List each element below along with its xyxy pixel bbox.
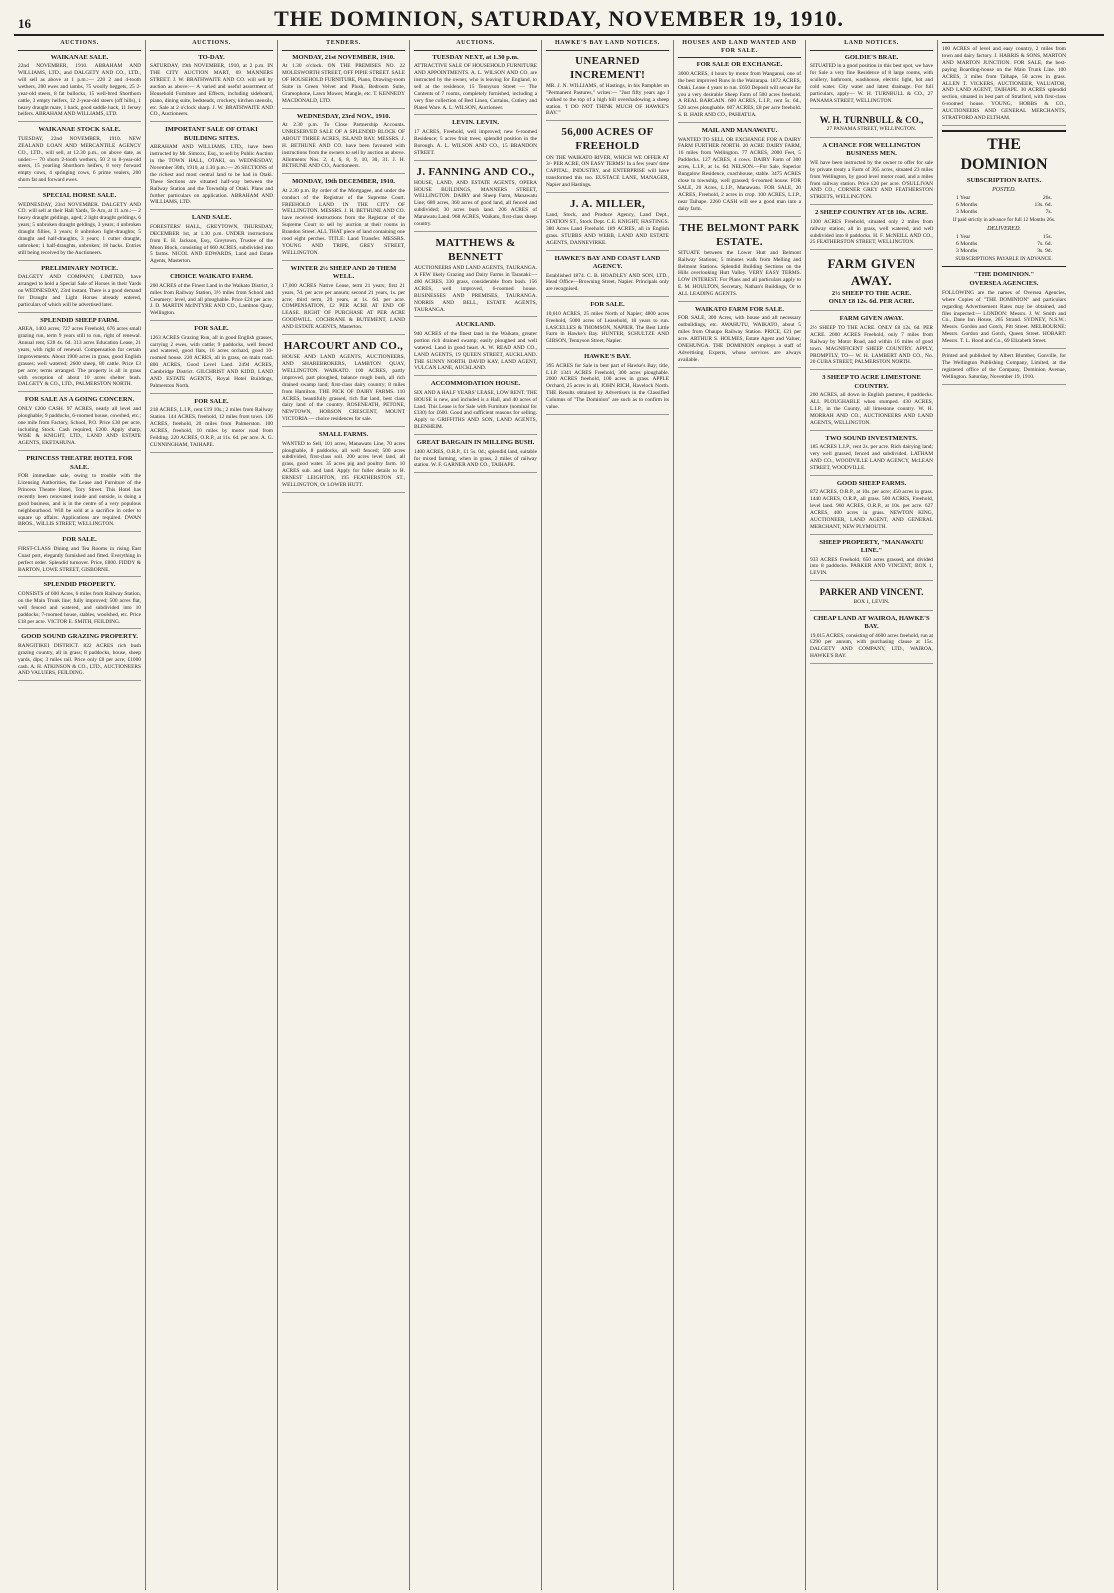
advert	[546, 197, 669, 251]
overseas-text: FOLLOWING are the names of Oversea Agencies, where Copies of "THE DOMINION" and particulars regarding Advertisement Rates may be obtained, and files inspected:— LONDON: Messrs. J. W. Smith and Co., Dane Inn House, 265 Strand. SYDNEY, N.S.W.: Messrs. Gordon and Gotch, Pitt Street. MELBOURNE: Messrs. Gordon and Gotch, Queen Street. HOBART: Messrs. T. L. Hood and Co., 69 Elizabeth Street.	[942, 289, 1066, 345]
advert-text: ABRAHAM AND WILLIAMS, LTD., have been instructed by Mr. Simcox, Esq., to sell by Public Auction in the TOWN HALL, OTAKI, on WEDNESDAY, November 30th, 1910, at 1.30 p.m.:— 26 SECTIONS of the richest and most central land to be had in Otaki. These Sections are situated half-way between the Railway Station and the Township of Otaki. Plans and further particulars on application. ABRAHAM AND WILLIAMS, LTD.	[150, 144, 273, 206]
advert	[678, 61, 801, 123]
advert	[942, 46, 1066, 126]
rates-posted-label: POSTED.	[992, 187, 1016, 194]
advert	[150, 126, 273, 210]
advert	[678, 127, 801, 216]
advert-text: Land, Stock, and Produce Agency, Land Dept., STATION ST., Stock Dept. C.E. KNIGHT, HASTINGS. 380 Acres Land Freehold. 189 ACRES, all in English grass. STUBBS AND WEBB, LAND AND ESTATE AGENTS, DANNEVIRKE.	[546, 212, 669, 246]
column-8	[938, 40, 1070, 1590]
advert-text: 1263 ACRES Grazing Run, all in good English grasses, carrying 2 ewes, with cattle; 9 paddocks, well fenced and watered, good flats, 16 acres orchard, good 10-roomed house. 220 ACRES, all in grass, on main road. 800 ACRES, Good Level Land. 2494 ACRES, Cambridge District. GILCHRIST AND KIDD, LAND AND ESTATE AGENTS, Royal Hotel Buildings, Palmerston North.	[150, 334, 273, 390]
column-header: HOUSES AND LAND WANTED AND FOR SALE.	[678, 40, 801, 58]
advert-title: SHEEP PROPERTY, "MANAWATU LINE."	[819, 538, 924, 555]
advert-text: ON THE WAIKATO RIVER, WHICH WE OFFER AT 3/- PER ACRE, ON EASY TERMS! In a few years' time CAPITAL, INDUSTRY, and ENTERPRISE will have transformed this too. EUSTACE LANE, MANAGER, Napier and Hastings.	[546, 154, 669, 189]
rates-price: 15s.	[1042, 233, 1052, 240]
advert-text: 10,610 ACRES, 25 miles North of Napier; 4800 acres Freehold, 5000 acres of Leasehold, 18 years to run. LASCELLES & THOMSON, NAPIER. The Best Little Farm in Hawke's Bay. HUNTER, SCHULTZE AND GIBSON, Tennyson Street, Napier.	[546, 310, 669, 345]
advert	[414, 439, 537, 473]
advert-text: WANTED to Sell, 101 acres, Manawatu Line, 70 acres ploughable, 8 paddocks, all well fenced; 500 acres subdivided, first-class soil. 200 acres level land, all grass, good water. 35 acres pig and poultry farm. 10 ACRES sub. and land. Apply for fuller details to H. ERNEST LEIGHTON, 195 FEATHERSTON ST., WELLINGTON, Or LOWER HUTT.	[282, 440, 405, 489]
advert-title: GOOD SHEEP FARMS.	[836, 479, 907, 487]
advert	[810, 615, 933, 665]
advert	[18, 455, 141, 532]
advert-text: 395 ACRES for Sale in best part of Hawke's Bay; title, L.I.P. 1341 ACRES Freehold, 300 acres ploughable. 2000 ACRES freehold, 100 acres in grass. APPLE Orchard, 25 acres in all. JOHN RICH, Havelock North. THE Results obtained by Advertisers in the Classified Columns of "The Dominion" are such as to confirm its value.	[546, 362, 669, 411]
rates-row	[942, 209, 1066, 216]
advert-text: 22nd NOVEMBER, 1910. ABRAHAM AND WILLIAMS, LTD., and DALGETY AND CO., LTD., will sell as above at 1 p.m.:— 220 2 and 4-tooth wethers, 200 ewes and lambs, 75 woolly heggets, 25 2-year-old steers, 8 fat bullocks, 15 well-bred Shorthorn cattle, 3 empty heifers, 12 2-year-old steers (off hills), 1 heavy draught mare, 1 hack, good saddle hack, 11 Jersey heifers. ABRAHAM AND WILLIAMS, LTD.	[18, 63, 141, 118]
advert-firm-name: HARCOURT AND CO.,	[283, 340, 404, 353]
advert-title: CHOICE WAIKATO FARM.	[170, 273, 253, 281]
advert-title: AUCKLAND.	[455, 321, 496, 329]
advert-text: SITUATE between the Lower Hutt and Belmont Railway Stations; 5 minutes walk from Melling and Belmont Stations. Splendid Building Sections on the Hills overlooking Hutt Valley. VERY EASY TERMS. LOW INTEREST. For Plans and all particulars apply to E. M. HOULTON, Secretary, Nathan's Buildings, Or to ALL LEADING AGENTS.	[678, 249, 801, 298]
rates-note: If paid strictly in advance for full 12 Months 26s.	[952, 217, 1056, 224]
advert	[18, 633, 141, 681]
advert-text: 200 ACRES, all down in English pastures, 8 paddocks. ALL PLOUGHABLE when stumped. 430 ACRES, L.I.P., in the County, all limestone country. W. H. MORRAH AND CO., AUCTIONEERS AND LAND AGENTS, WELLINGTON.	[810, 392, 933, 426]
advert-text: 100 ACRES of level and easy country, 2 miles from town and dairy factory. J. HARRIS & SONS, MARTON AND MARTON JUNCTION. FOR SALE, the best-paying Boarding-house on the Main Trunk Line. 100 ACRES, 3 miles from Taihape, 50 acres in grass. ALLEN T. VICKERS, AUCTIONEER, VALUATOR, AND LAND AGENT, TAIHAPE. 30 ACRES splendid section, situated in best part of Stratford, with first-class 6-roomed house. YOUNG, HOBBS & CO., AUCTIONEERS AND GENERAL MERCHANTS, STRATFORD AND ELTHAM.	[942, 46, 1066, 122]
advert	[18, 536, 141, 577]
advert-title: FOR SALE.	[590, 301, 625, 309]
advert-text: At 2.30 p.m. To Close Partnership Accounts. UNRESERVED SALE OF A SPLENDID BLOCK OF ABOUT THREE ACRES, ISLAND BAY. MESSRS. J. H. BETHUNE AND CO. have been favoured with instructions from the owners to sell by auction as above. Allotments Nos. 2, 4, 6, 8, 9, 10, 30, 31. J. H. BETHUNE AND CO., Auctioneers.	[282, 121, 405, 170]
advert-title: WEDNESDAY, 23rd NOV., 1910.	[296, 112, 391, 120]
advert-firm-name: W. H. TURNBULL & CO.,	[819, 114, 924, 125]
rates-term: 1 Year	[956, 233, 971, 240]
rates-price: 7s. 6d.	[1037, 240, 1052, 247]
advert	[18, 265, 141, 313]
advert	[414, 321, 537, 376]
advert	[810, 539, 933, 582]
advert-text: At 1.30 o'clock. ON THE PREMISES NO. 22 MOLESWORTH STREET, OFF PIPIE STREET. SALE OF HOUSEHOLD FURNITURE, Piano, Drawing-room Suite in Green Velvet and Plush, Bedroom Suite, Gramophone, Lawn Mower, Mangle, etc. T. KENNEDY MACDONALD, LTD.	[282, 63, 405, 104]
advert	[150, 398, 273, 453]
advert-title: WINTER 2½ SHEEP AND 20 THEM WELL.	[290, 264, 397, 281]
advert	[546, 301, 669, 349]
column-header: LAND NOTICES.	[810, 40, 933, 51]
advert-subhead: 2½ SHEEP TO THE ACRE.	[831, 289, 912, 297]
imprint-text: Printed and published by Albert Blumber, Gonville, for The Wellington Publishing Company, Limited, at the registered office of the Company, Dominion Avenue, Wellington. Saturday, November 19, 1910.	[942, 353, 1066, 380]
advert-title: FOR SALE AS A GOING CONCERN.	[24, 396, 135, 404]
rates-price: 26s.	[1042, 195, 1052, 202]
advert-title: FOR SALE.	[194, 325, 229, 333]
advert-title: GOLDIE'S BRAE.	[844, 53, 899, 61]
advert-display	[810, 113, 933, 138]
advert	[810, 374, 933, 430]
advert-display	[810, 585, 933, 610]
column-header: AUCTIONS.	[150, 40, 273, 51]
advert-text: FIRST-CLASS Dining and Tea Rooms in rising East Coast port, elegantly furnished and fitted. Everything in perfect order. Splendid turnover. Price, £800. FIDDY & BARTON, LOWE STREET, GISBORNE.	[18, 545, 141, 573]
advert	[18, 317, 141, 393]
advert-title: A CHANCE FOR WELLINGTON BUSINESS MEN.	[822, 141, 921, 158]
advert	[282, 431, 405, 493]
rates-row	[942, 202, 1066, 209]
advert-title: HAWKE'S BAY AND COAST LAND AGENCY.	[554, 254, 661, 271]
advert	[546, 125, 669, 193]
advert	[810, 435, 933, 476]
advert-firm-name: J. FANNING AND CO.,	[416, 165, 535, 178]
masthead-title: THE DOMINION, SATURDAY, NOVEMBER 19, 1910.	[274, 6, 844, 31]
rates-note: SUBSCRIPTIONS PAYABLE IN ADVANCE.	[955, 256, 1053, 263]
rates-row	[942, 195, 1066, 202]
advert-title: FOR SALE.	[194, 397, 229, 405]
advert-title: SPECIAL HORSE SALE.	[42, 192, 117, 200]
advert-title: WAIKATO FARM FOR SALE.	[694, 306, 785, 314]
column-header: TENDERS.	[282, 40, 405, 51]
advert-text: SIX AND A HALF YEARS' LEASE, LOW RENT. THE HOUSE is new, and included is a Hall, and 40 acres of Land. This Lease is for Sale with Furniture (nominal for £330) for £600. Good and sufficient reasons for selling. Apply to GRIFFITHS AND SON, LAND AGENTS, BLENHEIM.	[414, 389, 537, 431]
advert	[678, 306, 801, 368]
advert-text: HOUSE AND LAND AGENTS, AUCTIONEERS, AND SHAREBROKERS, LAMBTON QUAY, WELLINGTON. WAIKATO. 100 ACRES, partly improved, part ploughed, balance rough bush, all rich drained swamp land; first-class dairy country; 8 miles from Hamilton. THE PICK OF DAIRY FARMS. 110 ACRES, beautifully grassed, rich flat land, best class dairy land of the country. ROSENEATH, PETONE, NEWTOWN, HOBSON CRESCENT, MOUNT VICTORIA — choice residences for sale.	[282, 354, 405, 423]
advert-text: AREA, 1403 acres; 727 acres Freehold, 676 acres small grazing run, term 9 years still to run, right of renewal. Annual rent, £28 4s. 6d. 313 acres Education Lease, 21 years, with right of renewal. Compensation for certain improvements. About 1900 acres in grass, good English grasses; well watered; 2600 sheep, 80 cattle. Price £3 per acre; terms arranged. The property is all in grass with exception of about 10 acres shelter bush. DALGETY & CO., LTD., PALMERSTON NORTH.	[18, 326, 141, 388]
rates-subtitle: SUBSCRIPTION RATES.	[966, 176, 1042, 184]
rates-price: 13s. 6d.	[1034, 202, 1052, 209]
advert-text: 218 ACRES, L.I.P., rent £19 10s.; 2 miles from Railway Station. 144 ACRES, freehold, 12 miles from town. 136 ACRES, freehold, 20 miles from Palmerston. 100 ACRES, freehold, 10 miles by motor road from Feilding. 220 ACRES, O.R.P., at 11s. 6d. per acre. A. G. CUNNINGHAM, TAIHAPE.	[150, 407, 273, 448]
advert-firm-name: MATTHEWS & BENNETT	[435, 236, 516, 264]
advert-title: 3 SHEEP TO ACRE LIMESTONE COUNTRY.	[822, 374, 921, 390]
advert-title: LAND SALE.	[191, 214, 232, 222]
advert-title: WAIKANAE SALE.	[50, 53, 109, 61]
advert	[282, 113, 405, 175]
advert-text: FOR SALE, 300 Acres, with house and all necessary outbuildings, etc. AWAHUTU, WAIKATO, about 5 miles from Ohaupo Railway Station. PRICE, £21 per acre. ARTHUR S. HOLMES, Estate Agent and Valuer, ONEHUNGA. THE DOMINION employs a staff of Advertising Experts, whose services are always available.	[678, 315, 801, 363]
advert-firm-name: PARKER AND VINCENT.	[819, 587, 924, 598]
advert-text: 185 ACRES L.I.P., rent 2s. per acre. Rich dairying land; very well grassed, fenced and subdivided. LATHAM AND CO., WOODVILLE LAND AGENCY, McLEAN STREET, WOODVILLE.	[810, 444, 933, 471]
rates-row	[942, 241, 1066, 248]
advert	[546, 353, 669, 415]
column-3	[278, 40, 410, 1590]
advert	[678, 221, 801, 303]
subscription-rates	[942, 130, 1066, 267]
imprint	[942, 353, 1066, 385]
advert	[18, 192, 141, 261]
advert-text: SATURDAY, 19th NOVEMBER, 1910, at 2 p.m. IN THE CITY AUCTION MART, 69 MANNERS STREET. J. W. BRATHWAITE AND CO. will sell by auction as above:— A varied and useful assortment of Household Furniture and Effects, including sideboard, piano, dining suite, bedsteads, crockery, kitchen utensils, etc. Sale at 2 o'clock sharp. J. W. BRATHWAITE AND CO., Auctioneers.	[150, 63, 273, 118]
overseas-subtitle: OVERSEA AGENCIES.	[969, 280, 1039, 288]
advert-headline: THE BELMONT PARK ESTATE.	[679, 221, 800, 248]
rates-delivered-label: DELIVERED.	[987, 226, 1021, 233]
advert-title: SPLENDID PROPERTY.	[43, 581, 116, 589]
advert-text: MR. J. N. WILLIAMS, of Hastings, in his Pamphlet on "Permanent Pastures," writes:— "Just fifty years ago I walked to the top of a high hill overshadowing a sheep station. 'I DO NOT THINK MUCH OF HAWKE'S BAY.'"	[546, 82, 669, 117]
advert-title: FOR SALE.	[62, 536, 97, 544]
advert	[18, 54, 141, 123]
advert-text: FOR immediate sale, owing to trouble with the Licensing Authorities, the Lease and Furniture of the Princess Theatre Hotel, Tory Street. This Hotel has recently been renovated inside and outside, is doing a good business, and is in the centre of a very populous neighbourhood. Will be sold at a sacrifice in order to square up affairs. Applications are required. DWAN BROS., WILLIS STREET, WELLINGTON.	[18, 473, 141, 528]
column-4	[410, 40, 542, 1590]
column-6	[674, 40, 806, 1590]
advert-text: 872 ACRES, O.R.P., at 10s. per acre; 450 acres in grass. 1440 ACRES, O.R.P., all grass. 500 ACRES, Freehold, level land. 960 ACRES, O.R.P., at 10s. per acre. 627 ACRES, 400 acres in grass. NEWTON KING, AUCTIONEER, LAND AGENT, AND GENERAL MERCHANT, NEW PLYMOUTH.	[810, 489, 933, 530]
rates-row	[942, 234, 1066, 241]
advert-firm-name: J. A. MILLER,	[569, 198, 646, 211]
advert-text: RANGITIKEI DISTRICT. 822 ACRES rich bush grazing country, all in grass; 8 paddocks, house, sheep yards, dips; 3 miles rail. Price only £8 per acre; £1000 cash. A. H. ATKINSON & CO., LTD., AUCTIONEERS AND VALUERS, FEILDING.	[18, 642, 141, 677]
advert-title: WAIKANAE STOCK SALE.	[38, 126, 121, 134]
advert-text: WANTED TO SELL OR EXCHANGE FOR A DAIRY FARM FURTHER NORTH. 20 ACRE DAIRY FARM, 16 miles from Wellington. 77 ACRES, 2000 Feet, 5 Paddocks. 127 ACRES, 4 cows. DAIRY Farm of 300 acres, L.I.P., at 1s. 6d. NELSON.—For Sale, Superior Bungalow Residence, coachhouse, stable. 3475 ACRES close to township, well grassed; 6-roomed house. FOR SALE, 20 Acres, L.I.P., Manawatu. FOR SALE, 20 ACRES, Freehold, 2 acres in crop. 100 ACRES, L.I.P., near Taihape. 2260 CASH will see a good man into a dairy farm.	[678, 136, 801, 212]
advert-text: AUCTIONEERS AND LAND AGENTS, TAURANGA. A FEW likely Grazing and Dairy Farms in Taranaki:— 460 ACRES, 330 grass, considerable from bush. 156 ACRES, well improved, 6-roomed house. BUSINESSES AND PREMISES, TAURANGA. NORRIS AND BELL, ESTATE AGENTS, TAURANGA.	[414, 265, 537, 313]
rates-price: 7s.	[1045, 209, 1052, 216]
rates-term: 3 Months	[956, 248, 978, 255]
advert	[150, 273, 273, 321]
advert-text: 1400 ACRES, O.R.P., £1 5s. 0d.; splendid land, suitable for mixed farming, when in grass, 2 miles of railway station. W. F. GARNER AND CO., TAIHAPE.	[414, 448, 537, 469]
advert	[282, 54, 405, 109]
rates-price: 3s. 9d.	[1037, 248, 1052, 255]
overseas-title: "THE DOMINION."	[973, 270, 1035, 278]
masthead	[14, 6, 1104, 36]
advert	[414, 380, 537, 435]
advert	[282, 339, 405, 427]
advert-headline: UNEARNED INCREMENT!	[569, 54, 646, 81]
column-header: AUCTIONS.	[414, 40, 537, 51]
advert-text: WEDNESDAY, 23rd NOVEMBER. DALGETY AND CO. will sell at their Hall Yards, Te Aro, at 11 a.m.:— 2 heavy draught geldings, aged; 2 light draught geldings, 6 years; 5 unbroken draught geldings, 3 years; 4 unbroken draught fillies, 3 years; 8 unbroken light-draughts; 5 draught and half-draughts, 3 years; 1 cutter draught, unbroken; 1 half-draughts, unbroken; 18 hacks. Entries still being received by the Auctioneers.	[18, 201, 141, 256]
advert	[150, 54, 273, 123]
advert	[150, 214, 273, 269]
advert-text: FORESTERS' HALL, GREYTOWN, THURSDAY, DECEMBER 1st, at 1.30 p.m. UNDER instructions from E. H. Jackson, Esq., Greytown, Trustee of the Moon Block, consisting of 660 ACRES, subdivided into 5 farms. NICOL AND EDWARDS, Land and Estate Agents, Masterton.	[150, 223, 273, 265]
advert	[282, 265, 405, 335]
advert-title: TWO SOUND INVESTMENTS.	[825, 434, 918, 442]
advert-title: HAWKE'S BAY.	[584, 353, 631, 361]
advert	[414, 54, 537, 116]
advert-title: IMPORTANT SALE OF OTAKI BUILDING SITES.	[165, 126, 258, 142]
advert-title: MONDAY, 19th DECEMBER, 1910.	[292, 178, 395, 186]
advert-title: FARM GIVEN AWAY.	[839, 315, 904, 323]
advert-text: 1300 ACRES Freehold, situated only 2 miles from railway station; all in grass, well watered, and well subdivided into 8 paddocks. H. F. McNEILL AND CO., 25 FEATHERSTON STREET, WELLINGTON.	[810, 218, 933, 246]
advert	[414, 165, 537, 232]
advert-text: At 2.30 p.m. By order of the Mortgagee, and under the conduct of the Registrar of the Supreme Court. FREEHOLD LAND IN THE CITY OF WELLINGTON. MESSRS. J. H. BETHUNE AND CO. have received instructions from the Registrar of the Supreme Court to sell by auction at their rooms in Brandon Street. ALL THAT piece of land containing one rood eight perches. TITLE: Land Transfer. MESSRS. YOUNG AND TRIPE, GREY STREET, WELLINGTON.	[282, 187, 405, 256]
advert-title: SPLENDID SHEEP FARM.	[40, 316, 119, 324]
advert	[414, 119, 537, 160]
advert-text: Established 1874. C. B. HOADLEY AND SON, LTD., Head Office—Browning Street, Napier. Principals only are recognised.	[546, 272, 669, 293]
advert-text: ATTRACTIVE SALE OF HOUSEHOLD FURNITURE AND APPOINTMENTS. A. L. WILSON AND CO. are instructed by the owner, who is leaving for England, to sell at the residence, 15 Tennyson Street — The Contents of 7 rooms, completely furnished, including a very fine collection of Bed Linen, Curtains, Cutlery and Plated Ware. A. L. WILSON, Auctioneer.	[414, 63, 537, 111]
advert	[18, 396, 141, 451]
rates-term: 6 Months	[956, 202, 978, 209]
advert	[546, 54, 669, 122]
advert-price: ONLY £8 12s. 6d. PER ACRE.	[828, 298, 915, 306]
overseas-agencies	[942, 271, 1066, 349]
advert-title: 2 SHEEP COUNTRY AT £8 10s. ACRE.	[815, 209, 928, 217]
advert-title: SMALL FARMS.	[318, 431, 369, 439]
advert	[810, 315, 933, 370]
advert-title: FOR SALE OR EXCHANGE.	[696, 61, 783, 69]
advert	[282, 178, 405, 261]
advert-text: TUESDAY, 22nd NOVEMBER, 1910. NEW ZEALAND LOAN AND MERCANTILE AGENCY CO., LTD., will sell, at 12.30 p.m., on above date, as under:— 70 shorn 2-tooth wethers, 50 2 to 8-year-old steers, 15 yearling Shorthorn heifers, 8 very forward empty cows, 4 springing cows, 6 prime vealers, 200 shorn fat and forward ewes.	[18, 135, 141, 184]
column-7	[806, 40, 938, 1590]
advert	[810, 480, 933, 535]
page-number: 16	[18, 16, 31, 31]
advert-text: 2½ SHEEP TO THE ACRE. ONLY £8 12s. 6d. PER ACRE. 2000 ACRES Freehold, only 7 miles from Railway by Motor Road, and within 16 miles of good town. MAGNIFICENT SHEEP COUNTRY. APPLY, PROMPTLY, TO— W. H. LAMBERT AND CO., No. 20 CUBA STREET, PALMERSTON NORTH.	[810, 324, 933, 366]
advert	[810, 209, 933, 250]
advert-text: 200 ACRES of the Finest Land in the Waikato District, 3 miles from Railway Station, 3½ miles from School and Creamery; level, and all ploughable. Price £24 per acre. J. D. MARTIN McINTYRE AND CO., Lambton Quay, Wellington.	[150, 282, 273, 317]
advert	[414, 236, 537, 318]
rates-term: 3 Months	[956, 209, 978, 216]
column-header: HAWKE'S BAY LAND NOTICES.	[546, 40, 669, 51]
rates-row	[942, 248, 1066, 255]
column-header: AUCTIONS.	[18, 40, 141, 51]
rates-title: THE DOMINION	[960, 135, 1048, 174]
column-1	[14, 40, 146, 1590]
advert-title: ACCOMMODATION HOUSE.	[430, 380, 521, 388]
advert	[810, 54, 933, 109]
advert-title: MAIL AND MANAWATU.	[701, 127, 778, 135]
rates-term: 1 Year	[956, 195, 971, 202]
advert	[546, 255, 669, 298]
advert-headline: FARM GIVEN AWAY.	[827, 256, 916, 288]
advert	[810, 142, 933, 205]
advert	[18, 126, 141, 188]
advert-title: TO-DAY.	[198, 53, 225, 61]
advert-title: GOOD SOUND GRAZING PROPERTY.	[21, 633, 138, 641]
advert-text: 940 ACRES of the finest land in the Waikato, greater portion rich drained swamp; easily ploughed and well watered. Land in good heart. A. W. READ AND CO., LAND AGENTS, 19 QUEEN STREET, AUCKLAND. THE SUNNY NORTH. DAVID KAY, LAND AGENT, VULCAN LANE, AUCKLAND.	[414, 330, 537, 372]
advert-headline: 56,000 ACRES OF FREEHOLD	[561, 126, 654, 153]
advert-title: PRELIMINARY NOTICE.	[41, 264, 118, 272]
advert-text: 3000 ACRES, 4 hours by motor from Wanganui, one of the best improved Runs in the Wairarapa. 1872 ACRES, Otaki. Lease 4 years to run. £650 Deposit will secure for you a very desirable Sheep Farm of 500 acres freehold. A REAL BARGAIN. 600 ACRES, L.I.P., rent 5s. 6d., 520 acres ploughable. 607 ACRES, £8 per acre freehold. S. B. HAIR AND CO., PAHIATUA.	[678, 70, 801, 119]
rates-term: 6 Months	[956, 240, 978, 247]
advert-text: CONSISTS of 600 Acres, 6 miles from Railway Station, on the Main Trunk line; fully improved; 500 acres flat, well fenced and watered, and subdivided into 10 paddocks; 7-roomed house, stables, woolshed, etc. Price £18 per acre. VICTOR E. SMITH, FEILDING.	[18, 590, 141, 625]
advert-title: CHEAP LAND AT WAIROA, HAWKE'S BAY.	[813, 614, 930, 631]
advert-text: SITUATED in a good position in this best spot, we have for Sale a very fine Residence of 8 large rooms, with scullery, bathroom, washhouse, electric light, hot and cold water. City water and latest drainage. For full particulars, apply— W. H. TURNBULL & CO., 27 PANAMA STREET, WELLINGTON.	[810, 63, 933, 104]
advert-title: MONDAY, 21st NOVEMBER, 1910.	[292, 53, 395, 61]
advert-text: WE have been instructed by the owner to offer for sale by private treaty a Farm of 365 acres, situated 23 miles from Wellington, by good level motor road, and a miles from railway station. Price £20 per acre. O'SULLIVAN AND CO., CORNER GREY AND FEATHERSTON STREETS, WELLINGTON.	[810, 159, 933, 201]
advert-display	[810, 254, 933, 311]
column-5	[542, 40, 674, 1590]
advert-text: 19,015 ACRES, consisting of 4600 acres freehold, run at £290 per annum, with purchasing clause at 15s. DALGETY AND COMPANY, LTD., WAIROA, HAWKE'S BAY.	[810, 632, 933, 660]
advert-address: 27 PANAMA STREET, WELLINGTON.	[826, 126, 917, 133]
advert-text: 933 ACRES Freehold, 650 acres grassed, and divided into 8 paddocks. PARKER AND VINCENT, BOX 1, LEVIN.	[810, 556, 933, 577]
column-2	[146, 40, 278, 1590]
advert	[18, 581, 141, 629]
advert-text: HOUSE, LAND, AND ESTATE AGENTS, OPERA HOUSE BUILDINGS, MANNERS STREET, WELLINGTON. DAIRY and Sheep Farm, Manawatu Line; 680 acres, 360 acres of good land, all fenced and subdivided; 30 acres bush land. 206 ACRES of Manawatu Land. 968 ACRES, Waikato, first-class sheep country.	[414, 179, 537, 228]
columns	[14, 40, 1104, 1590]
advert-title: TUESDAY NEXT, at 1.30 p.m.	[432, 53, 519, 61]
advert-title: LEVIN. LEVIN.	[452, 119, 499, 127]
advert-text: 17 ACRES, Freehold, well improved; new 6-roomed Residence; 5 acres fruit trees; splendid position in the Borough. A. L. WILSON AND CO., 15 BRANDON STREET.	[414, 128, 537, 156]
advert-title: GREAT BARGAIN IN MILLING BUSH.	[416, 439, 535, 447]
column-header	[942, 40, 1066, 43]
advert-title: PRINCESS THEATRE HOTEL FOR SALE.	[26, 455, 133, 471]
advert-text: DALGETY AND COMPANY, LIMITED, have arranged to hold a Special Sale of Horses in their Yards on WEDNESDAY, 23rd instant. There is a good demand for Draught and Light Horses already entered, particulars of which will be advertised later.	[18, 274, 141, 308]
advert-text: 17,000 ACRES Native Lease, term 21 years; first 21 years, 7d. per acre per annum; second 21 years, 1s. per acre; third term, 20 years, at 1s. 6d. per acre. COMPENSATION, £2 PER ACRE AT END OF LEASE. RIGHT OF PURCHASE AT PER ACRE GOODWILL. COCHRANE & BUTEMENT, LAND AND ESTATE AGENTS, Masterton.	[282, 282, 405, 331]
advert-address: BOX 1, LEVIN.	[853, 598, 890, 605]
advert-text: ONLY £200 CASH. 97 ACRES, nearly all level and ploughable; 9 paddocks, 6-roomed house, cowshed, etc.; one mile from Factory, School, P.O. Price £30 per acre, including Stock. Cash required, £200. Apply sharp, WISE & KNIGHT, LTD., LAND AND ESTATE AGENTS, EKETAHUNA.	[18, 405, 141, 447]
advert	[150, 325, 273, 394]
